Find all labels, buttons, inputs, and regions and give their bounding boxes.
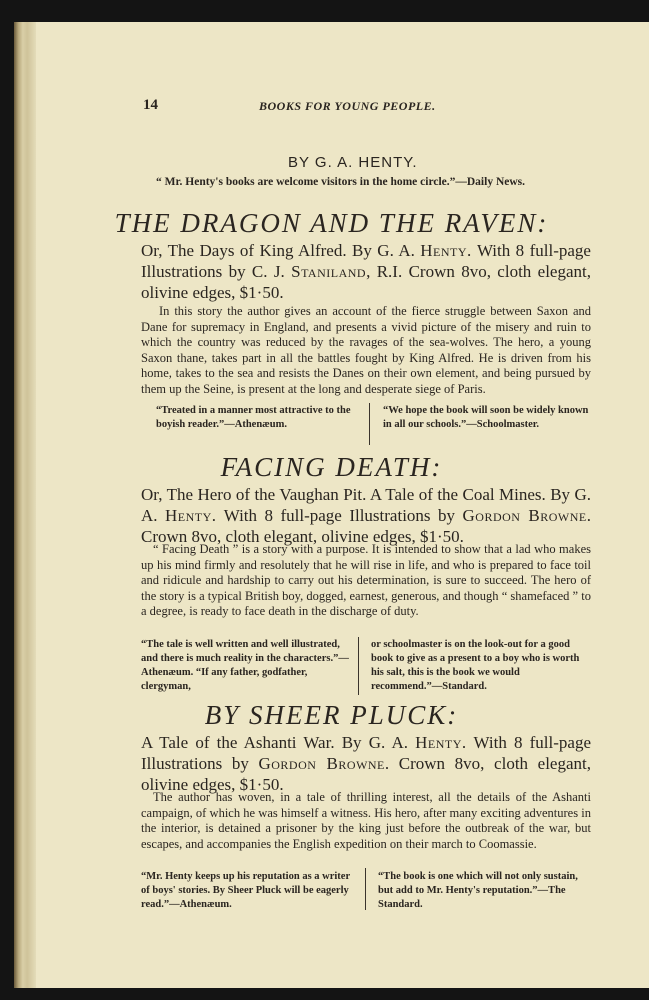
page-number: 14 — [143, 97, 158, 113]
subtitle-author: Henty. — [165, 506, 217, 525]
subtitle-part: With 8 full-page Illustrations by — [216, 506, 463, 525]
book-page — [14, 22, 649, 988]
review-right: or schoolmaster is on the look-out for a good book to give as a present to a boy who is worth his salt, this is the book we would recommend.”—Standard. — [371, 639, 580, 692]
subtitle-illustrator: Staniland — [291, 262, 367, 281]
column-divider — [365, 868, 366, 910]
author-heading: BY G. A. HENTY. — [288, 154, 418, 171]
author-quote: “ Mr. Henty's books are welcome visitors in the home circle.”—Daily News. — [156, 176, 526, 188]
book-subtitle — [141, 732, 591, 795]
review-left: “The tale is well written and well illustrated, and there is much reality in the characters.”—Athenæum. “If any father, godfather, clergyman, — [141, 639, 349, 692]
book-description: “ Facing Death ” is a story with a purpose. It is intended to show that a lad who makes up his mind firmly and resolutely that he will rise in life, and who is prepared to face toil and ridicule and hardship to carry out his determination, is sure to succeed. The hero of the story is a typical British boy, dogged, earnest, generous, and though “ shamefaced ” to a degree, is ready to face death in the discharge of duty. — [141, 542, 591, 618]
book-title: BY SHEER PLUCK: — [204, 700, 459, 730]
running-head: BOOKS FOR YOUNG PEOPLE. — [259, 99, 436, 113]
subtitle-part: With 8 full-page Illustrations by — [141, 733, 591, 773]
book-description: In this story the author gives an account of the fierce struggle between Saxon and Dane for supremacy in England, and presents a vivid picture of the misery and ruin to which the country was reduced by the ravages of the sea-wolves. The hero, a young Saxon thane, takes part in all the battles fought by King Alfred. He is driven from his home, takes to the sea and resists the Danes on their own element, and being pursued by them up the Seine, is present at the long and desperate siege of Paris. — [141, 304, 591, 396]
subtitle-part: A Tale of the Ashanti War. By G. A. — [141, 733, 416, 752]
column-divider — [358, 637, 359, 695]
book-description: The author has woven, in a tale of thrilling interest, all the details of the Ashanti campaign, of which he was himself a witness. His hero, after many exciting adventures in the interior, is detained a prisoner by the king just before the outbreak of the war, but escapes, and accompanies the English expedition on their march to Coomassie. — [141, 790, 591, 851]
subtitle-author: Henty. — [420, 241, 472, 260]
book-subtitle — [141, 484, 591, 547]
subtitle-illustrator: Gordon Browne — [258, 754, 385, 773]
subtitle-part: Or, The Hero of the Vaughan Pit. A Tale of the Coal Mines. By G. A. — [141, 485, 591, 525]
book-title: THE DRAGON AND THE RAVEN: — [114, 208, 549, 238]
subtitle-part: Or, The Days of King Alfred. By G. A. — [141, 241, 421, 260]
column-divider — [369, 403, 370, 445]
page-text — [14, 22, 649, 988]
review-left: “Treated in a manner most attractive to the boyish reader.”—Athenæum. — [156, 405, 351, 430]
book-subtitle — [141, 240, 591, 303]
subtitle-illustrator: Gordon Browne — [462, 506, 587, 525]
subtitle-part: , R.I. Crown 8vo, cloth elegant, olivine edges, $1·50. — [141, 262, 591, 302]
book-title: FACING DEATH: — [220, 452, 443, 482]
subtitle-part: . Crown 8vo, cloth elegant, olivine edges, $1·50. — [141, 506, 592, 546]
review-right: “We hope the book will soon be widely known in all our schools.”—Schoolmaster. — [383, 405, 589, 430]
review-right: “The book is one which will not only sustain, but add to Mr. Henty's reputation.”—The Standard. — [378, 871, 578, 910]
review-left: “Mr. Henty keeps up his reputation as a writer of boys' stories. By Sheer Pluck will be eagerly read.”—Athenæum. — [141, 871, 350, 910]
subtitle-author: Henty. — [415, 733, 467, 752]
subtitle-part: With 8 full-page Illustrations by C. J. — [141, 241, 591, 281]
subtitle-part: . Crown 8vo, cloth elegant, olivine edges, $1·50. — [141, 754, 592, 794]
